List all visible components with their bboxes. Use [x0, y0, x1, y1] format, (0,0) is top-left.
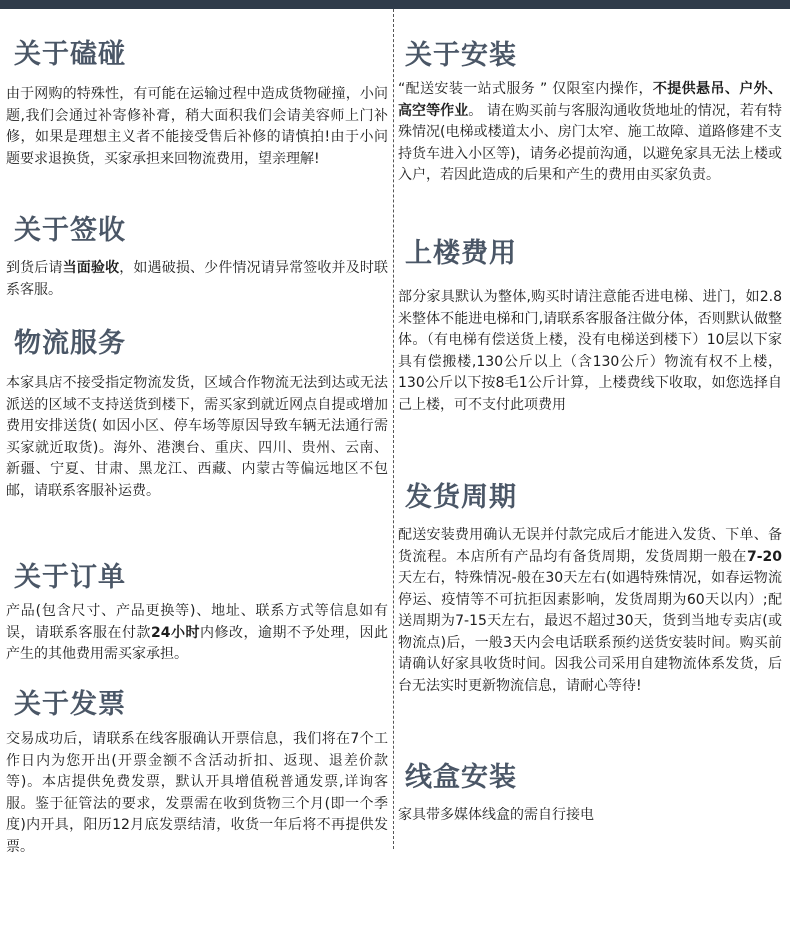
shipping-text-bold: 7-20	[746, 548, 782, 565]
stairs-title: 上楼费用	[405, 238, 517, 269]
signing-text-bold: 当面验收	[62, 260, 120, 276]
damage-text: 由于网购的特殊性，有可能在运输过程中造成货物碰撞，小问题,我们会通过补寄修补膏，稍大面积我们会请美容师上门补修，如果是理想主义者不能接受售后补修的请慎拍!由于小问题要求退换货，买家承担来回物流费用，望亲理解!	[6, 86, 388, 167]
orders-title: 关于订单	[14, 562, 126, 593]
invoice-title: 关于发票	[14, 689, 126, 720]
shipping-text-post: 天左右，特殊情况-般在30天左右(如遇特殊情况，如春运物流停运、疫情等不可抗拒因素影响，发货周期为60天以内）;配送周期为7-15天左右，最迟不超过30天，货到当地专卖店(或物流点)后，一般3天内会电话联系预约送货安装时间。购买前请确认好家具收货时间。因我公司采用自建物流体系发货，后台无法实时更新物流信息，请耐心等待!	[398, 570, 782, 694]
signing-title: 关于签收	[14, 215, 126, 246]
logistics-text: 本家具店不接受指定物流发货，区域合作物流无法到达或无法派送的区域不支持送货到楼下，需买家到就近网点自提或增加费用安排送货( 如因小区、停车场等原因导致车辆无法通行需买家就近取货)。海外、港澳台、重庆、四川、贵州、云南、新疆、宁夏、甘肃、黑龙江、西藏、内蒙古等偏远地区不包邮，请联系客服补运费。	[6, 375, 388, 499]
orders-text	[6, 601, 388, 666]
shipping-title: 发货周期	[405, 482, 517, 513]
wirebox-title: 线盒安装	[405, 762, 517, 793]
install-title: 关于安装	[405, 40, 517, 71]
signing-text	[6, 258, 388, 301]
wirebox-text: 家具带多媒体线盒的需自行接电	[398, 807, 594, 823]
damage-title: 关于磕碰	[14, 39, 126, 70]
orders-text-pre: 产品(包含尺寸、产品更换等)、地址、联系方式等信息如有误，请联系客服在付款	[6, 603, 388, 641]
orders-text-post: 内修改，逾期不予处理，因此产生的其他费用需买家承担。	[6, 624, 389, 662]
orders-text-bold: 24小时	[151, 624, 200, 641]
signing-text-pre: 到货后请	[6, 260, 63, 276]
install-text-post: 。 请在购买前与客服沟通收货地址的情况，若有特殊情况(电梯或楼道太小、房门太窄、施工故障、道路修建不支持货车进入小区等)，请务必提前沟通，以避免家具无法上楼或入户，若因此造成的后果和产生的费用由买家负责。	[398, 102, 783, 183]
install-text-pre: “配送安装一站式服务 ” 仅限室内操作，	[398, 81, 653, 97]
column-divider	[393, 9, 394, 849]
shipping-text	[398, 525, 782, 697]
top-bar	[0, 0, 790, 9]
install-text-bold: 不提供悬吊、户外、高空等作业	[398, 81, 783, 119]
logistics-title: 物流服务	[14, 328, 126, 359]
invoice-text: 交易成功后，请联系在线客服确认开票信息，我们将在7个工作日内为您开出(开票金额不含活动折扣、返现、退差价款等)。本店提供免费发票，默认开具增值税普通发票,详询客服。鉴于征管法的要求，发票需在收到货物三个月(即一个季度)内开具，阳历12月底发票结清，收货一年后将不再提供发票。	[6, 731, 388, 855]
install-text	[398, 79, 782, 187]
shipping-text-pre: 配送安装费用确认无误并付款完成后才能进入发货、下单、备货流程。本店所有产品均有备货周期，发货周期一般在	[398, 527, 782, 565]
stairs-text: 部分家具默认为整体,购买时请注意能否进电梯、进门，如2.8米整体不能进电梯和门,请联系客服备注做分体，否则默认做整体。（有电梯有偿送货上楼，没有电梯送到楼下）10层以下家具有偿搬楼,130公斤以上（含130公斤）物流有权不上楼，130公斤以下按8毛1公斤计算，上楼费线下收取，如您选择自己上楼，可不支付此项费用	[398, 289, 782, 413]
signing-text-post: ，如遇破损、少件情况请异常签收并及时联系客服。	[6, 260, 389, 298]
